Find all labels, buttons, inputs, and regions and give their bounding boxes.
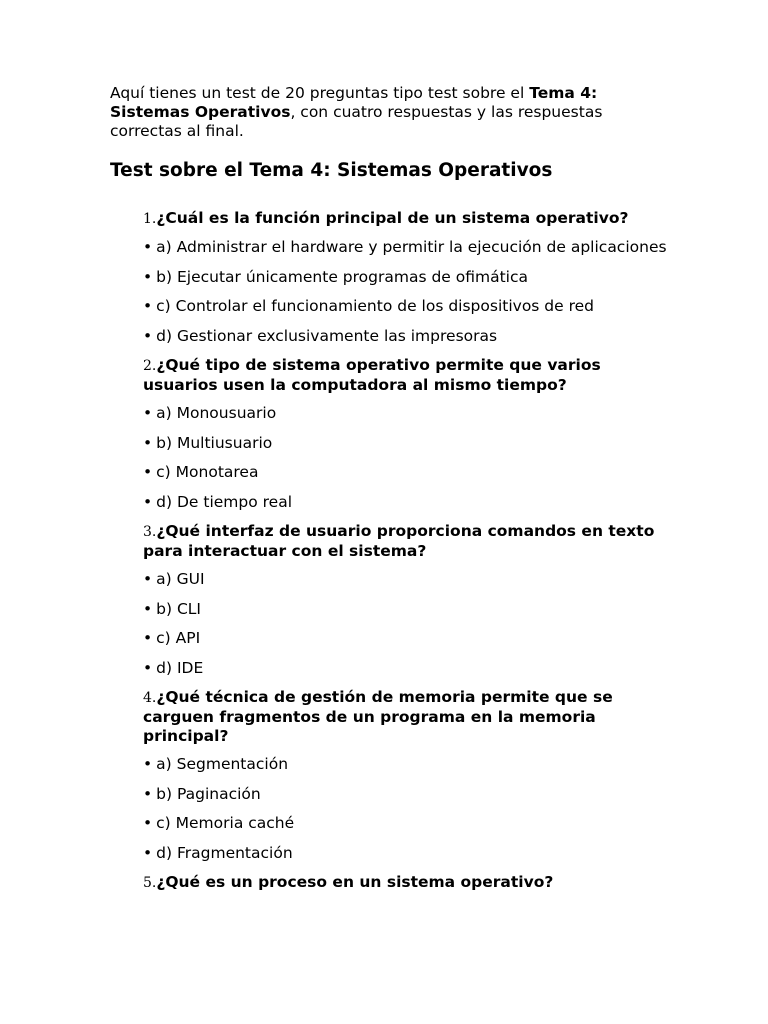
bullet-icon: • <box>143 843 153 862</box>
option-a <box>143 570 670 589</box>
option-d <box>143 327 670 346</box>
option-d <box>143 493 670 512</box>
option-list <box>143 755 670 863</box>
option-label: b) Ejecutar únicamente programas de ofimática <box>156 267 529 286</box>
question-prompt: ¿Qué tipo de sistema operativo permite que varios usuarios usen la computadora al mismo tiempo? <box>143 356 601 394</box>
intro-topic: Tema 4: Sistemas Operativos <box>110 84 598 121</box>
question-3-text <box>143 522 670 561</box>
question-1 <box>143 209 670 346</box>
option-list <box>143 570 670 678</box>
question-5-text <box>143 873 670 893</box>
option-label: d) De tiempo real <box>156 492 293 511</box>
bullet-icon: • <box>143 599 153 618</box>
question-number: 3. <box>143 524 157 540</box>
question-4-text <box>143 688 670 746</box>
option-label: b) CLI <box>156 599 201 618</box>
option-label: c) Monotarea <box>156 463 259 481</box>
intro-text-after: , con cuatro respuestas y las respuestas correctas al final. <box>110 103 603 140</box>
bullet-icon: • <box>143 570 153 588</box>
intro-text-before: Aquí tienes un test de 20 preguntas tipo test sobre el <box>110 84 530 102</box>
question-prompt: ¿Qué es un proceso en un sistema operativo? <box>156 873 554 891</box>
question-number: 1. <box>143 211 157 227</box>
option-b <box>143 600 670 619</box>
option-label: d) Fragmentación <box>156 843 293 862</box>
question-number: 5. <box>143 875 157 891</box>
bullet-icon: • <box>143 297 153 315</box>
option-list <box>143 404 670 512</box>
option-list <box>143 238 670 346</box>
option-a <box>143 238 670 257</box>
option-c <box>143 463 670 482</box>
document-page <box>110 84 670 902</box>
question-2-text <box>143 356 670 395</box>
option-a <box>143 404 670 423</box>
question-prompt: ¿Cuál es la función principal de un sistema operativo? <box>156 209 629 227</box>
option-label: c) API <box>156 629 201 647</box>
option-label: a) Segmentación <box>156 755 289 773</box>
question-number: 2. <box>143 358 157 374</box>
option-label: c) Memoria caché <box>156 814 295 832</box>
bullet-icon: • <box>143 267 153 286</box>
bullet-icon: • <box>143 629 153 647</box>
option-c <box>143 814 670 833</box>
question-5 <box>143 873 670 893</box>
option-b <box>143 434 670 453</box>
bullet-icon: • <box>143 814 153 832</box>
option-label: b) Multiusuario <box>156 433 273 452</box>
option-label: c) Controlar el funcionamiento de los dispositivos de red <box>156 297 595 315</box>
question-list <box>143 209 670 893</box>
option-a <box>143 755 670 774</box>
option-label: d) IDE <box>156 658 204 677</box>
question-1-text <box>143 209 670 229</box>
question-4 <box>143 688 670 863</box>
option-d <box>143 844 670 863</box>
bullet-icon: • <box>143 492 153 511</box>
question-number: 4. <box>143 690 157 706</box>
option-label: a) GUI <box>156 570 205 588</box>
question-prompt: ¿Qué interfaz de usuario proporciona comandos en texto para interactuar con el sistema? <box>143 522 655 560</box>
question-2 <box>143 356 670 512</box>
option-label: a) Monousuario <box>156 404 277 422</box>
option-label: d) Gestionar exclusivamente las impresoras <box>156 326 498 345</box>
option-label: a) Administrar el hardware y permitir la ejecución de aplicaciones <box>156 238 667 256</box>
question-3 <box>143 522 670 678</box>
bullet-icon: • <box>143 433 153 452</box>
bullet-icon: • <box>143 404 153 422</box>
bullet-icon: • <box>143 658 153 677</box>
option-label: b) Paginación <box>156 784 261 803</box>
bullet-icon: • <box>143 755 153 773</box>
bullet-icon: • <box>143 463 153 481</box>
bullet-icon: • <box>143 238 153 256</box>
option-b <box>143 268 670 287</box>
question-prompt: ¿Qué técnica de gestión de memoria permite que se carguen fragmentos de un programa en la memoria principal? <box>143 688 613 745</box>
option-c <box>143 629 670 648</box>
bullet-icon: • <box>143 326 153 345</box>
document-title: Test sobre el Tema 4: Sistemas Operativos <box>110 160 553 181</box>
intro-paragraph <box>110 84 670 141</box>
option-c <box>143 297 670 316</box>
option-d <box>143 659 670 678</box>
bullet-icon: • <box>143 784 153 803</box>
option-b <box>143 785 670 804</box>
